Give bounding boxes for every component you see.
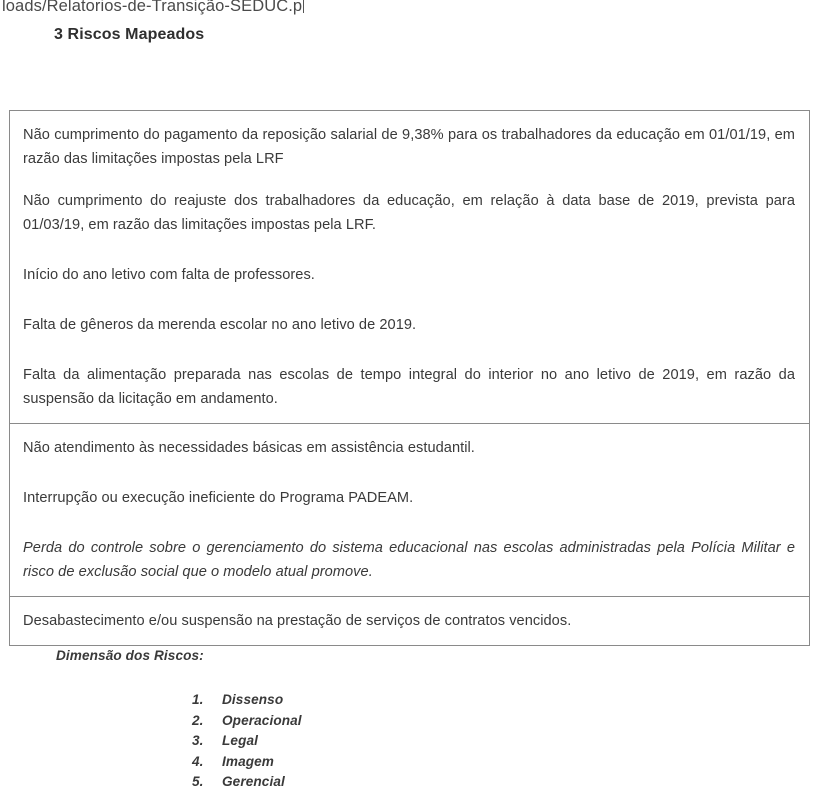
table-cell xyxy=(10,424,809,596)
list-item-number: 5. xyxy=(192,774,204,789)
list-item-label: Legal xyxy=(222,733,259,748)
table-row xyxy=(10,596,809,645)
list-item-label: Operacional xyxy=(222,712,302,728)
risk-paragraph: Não cumprimento do pagamento da reposição salarial de 9,38% para os trabalhadores da educação em 01/01/19, em razão das limitações impostas pela LRF xyxy=(23,127,795,167)
table-cell xyxy=(10,111,809,423)
list-item-number: 3. xyxy=(192,733,204,748)
risk-paragraph: Não atendimento às necessidades básicas em assistência estudantil. xyxy=(23,440,475,456)
browser-url-strip xyxy=(0,0,820,18)
dimension-title: Dimensão dos Riscos: xyxy=(56,648,204,663)
list-item xyxy=(192,772,302,793)
risk-paragraph: Perda do controle sobre o gerenciamento do sistema educacional nas escolas administradas pela Polícia Militar e risco de exclusão social que o modelo atual promove. xyxy=(23,540,795,580)
risks-table xyxy=(9,110,810,646)
list-item-label: Gerencial xyxy=(222,774,285,789)
table-row xyxy=(10,423,809,596)
list-item-label: Dissenso xyxy=(222,692,284,707)
list-item xyxy=(192,731,302,752)
risk-paragraph: Interrupção ou execução ineficiente do Programa PADEAM. xyxy=(23,490,414,506)
risk-paragraph: Não cumprimento do reajuste dos trabalhadores da educação, em relação à data base de 2019, prevista para 01/03/19, em razão das limitações impostas pela LRF. xyxy=(23,193,795,233)
risk-paragraph: Desabastecimento e/ou suspensão na prestação de serviços de contratos vencidos. xyxy=(23,613,572,629)
table-row xyxy=(10,111,809,423)
list-item xyxy=(192,711,302,732)
list-item xyxy=(192,690,302,711)
table-cell xyxy=(10,597,809,645)
text-caret xyxy=(303,0,304,13)
list-item-number: 4. xyxy=(192,753,204,769)
risk-paragraph: Falta de gêneros da merenda escolar no ano letivo de 2019. xyxy=(23,317,417,333)
list-item xyxy=(192,752,302,773)
section-heading: 3 Riscos Mapeados xyxy=(54,26,205,43)
url-text: loads/Relatorios-de-Transição-SEDUC.p xyxy=(2,0,303,15)
list-item-number: 1. xyxy=(192,692,204,707)
risk-paragraph: Falta da alimentação preparada nas escolas de tempo integral do interior no ano letivo de 2019, em razão da suspensão da licitação em andamento. xyxy=(23,367,795,407)
dimension-list xyxy=(192,690,302,793)
list-item-number: 2. xyxy=(192,712,204,728)
risk-paragraph: Início do ano letivo com falta de professores. xyxy=(23,267,315,283)
list-item-label: Imagem xyxy=(222,753,274,769)
